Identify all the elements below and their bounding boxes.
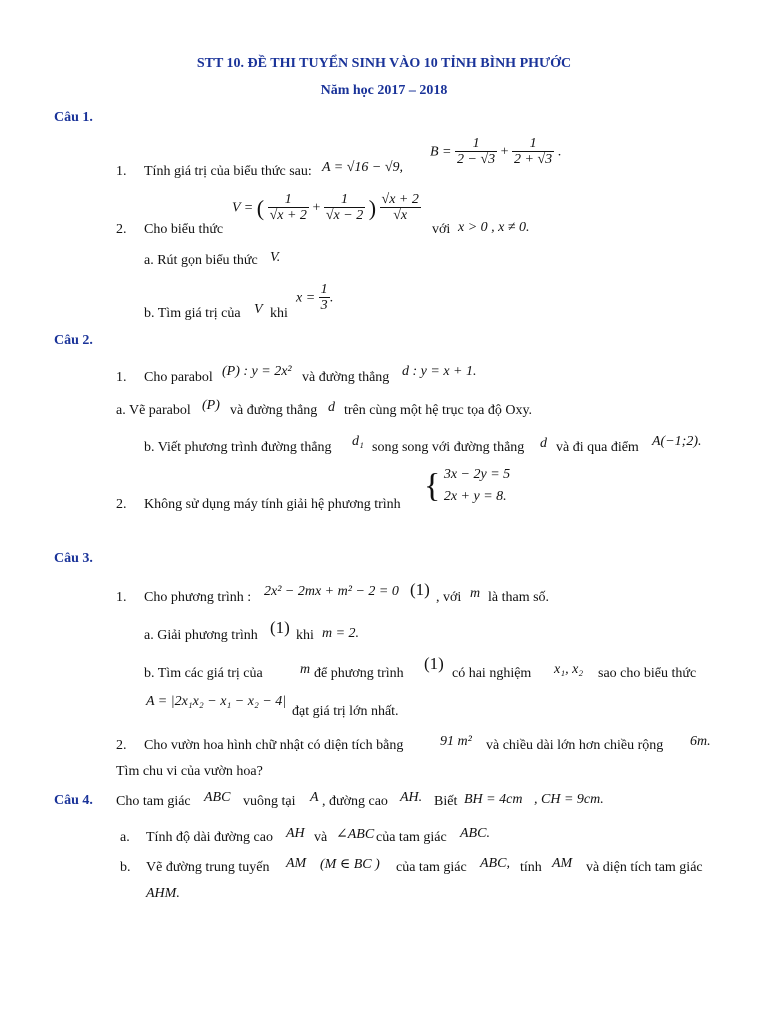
c2-qa-line: d [328,400,335,415]
c1-q1-b-end: . [557,144,562,160]
c2-q1-number: 1. [116,370,127,385]
c3-qb-mid2: có hai nghiệm [452,666,532,681]
c2-q1-text: Cho parabol [144,370,213,385]
c1-q1-b-frac1-den: 2 − √3 [457,152,496,168]
c4-a: A [310,790,319,805]
c3-q2-area: 91 m² [440,734,472,749]
c2-qb-d1: d₁ [352,434,364,449]
c3-q2-mid: và chiều dài lớn hơn chiều rộng [486,738,664,753]
c3-qb-expression: A = |2x₁x₂ − x₁ − x₂ − 4| [146,694,287,709]
c2-q1-parabol: (P) : y = 2x² [222,364,292,379]
c1-q2-frac2-den: √x − 2 [325,208,364,224]
c1-q1-b-frac2-den: 2 + √3 [514,152,553,168]
c1-q2b-frac-den: 3 [320,298,328,314]
question-2-heading: Câu 2. [54,333,93,348]
c1-q1-expr-b [430,136,561,169]
c3-q2-text: Cho vườn hoa hình chữ nhật có diện tích bằng [144,738,404,753]
c2-qa-end: trên cùng một hệ trục tọa độ Oxy. [344,403,533,418]
c4-qb-abc: ABC, [480,856,510,871]
c2-qb-d: d [540,436,547,451]
c3-qb-roots: x₁, x₂ [554,662,584,677]
c4-cao: , đường cao [322,794,388,809]
document-subtitle: Năm học 2017 – 2018 [320,83,448,98]
c3-q1-text: Cho phương trình : [144,590,252,605]
c4-qa-number: a. [120,830,130,845]
c4-qa-va: và [314,830,328,845]
c2-qa-mid: và đường thẳng [230,403,318,418]
c3-qa-tag: (1) [270,618,290,637]
c1-q2b-var: V [254,302,263,317]
c3-q1-m: m [470,586,481,601]
c1-q2-frac3 [380,192,421,225]
c1-q1-b-frac2-num: 1 [512,136,554,152]
c3-qb-tag: (1) [424,654,444,673]
c3-qb-text: b. Tìm các giá trị của [144,666,263,681]
c1-q1-b-frac2 [512,136,554,169]
c4-qb-ahm: AHM. [146,886,180,901]
c3-qb-mid: để phương trình [314,666,404,681]
c1-q2b-x: x = [296,290,316,306]
c2-q2-number: 2. [116,497,127,512]
c3-q1-mid: , với [436,590,462,605]
c4-qa-text: Tính độ dài đường cao [146,830,273,845]
c4-qb-paren: (M ∈ BC ) [320,857,380,872]
c1-q2-expr-lhs: V = [232,200,254,216]
c4-qa-ah: AH [286,826,305,841]
c1-q2b-frac-num: 1 [320,282,328,297]
c4-qb-tinh: tính [520,860,542,875]
c3-q1-number: 1. [116,590,127,605]
question-4-heading: Câu 4. [54,793,93,808]
c4-qb-am: AM [286,856,307,871]
c3-q2-line2: Tìm chu vi của vườn hoa? [116,764,263,779]
c4-vuong: vuông tại [243,794,296,809]
c3-qa-text: a. Giải phương trình [144,628,258,643]
c4-qb-am2: AM [552,856,573,871]
c4-qb-cua: của tam giác [396,860,467,875]
c1-q2-frac1-den: √x + 2 [269,208,307,224]
c3-q1-end: là tham số. [488,590,550,605]
c1-q2-frac3-num: √x + 2 [381,192,419,207]
c1-q2a-text: a. Rút gọn biểu thức [144,253,258,268]
c1-q1-b-frac1 [455,136,497,169]
c2-q1-line: d : y = x + 1. [402,364,477,379]
c2-qa-parabol: (P) [202,398,220,413]
c4-qb-end: và diện tích tam giác [586,860,703,875]
c2-qb-point: A(−1;2). [652,434,702,449]
c1-q2-cond-text: với [432,222,451,237]
c1-q2-expression: V = ( $\frac{1}{√x + 2}$ + $\frac{1}{√x - 2}$ ) $\frac{√x + 2}{√x}$ [232,192,419,224]
c4-ah: AH. [400,790,423,805]
c3-qa-khi: khi [296,628,314,643]
c4-abc: ABC [204,790,231,805]
c2-q2-eq1: 3x − 2y = 5 [443,467,511,482]
c2-qb-mid: song song với đường thẳng [372,440,525,455]
c1-q1-b-lhs: B = [430,144,452,160]
c3-q1-equation: 2x² − 2mx + m² − 2 = 0 [264,584,399,599]
c3-q2-diff: 6m. [690,734,711,749]
c1-q1-expr-a: A = √16 − √9, [322,160,404,175]
c1-q2-condition: x > 0 , x ≠ 0. [458,220,530,235]
c3-q1-tag: (1) [410,580,430,599]
c1-q2b-khi: khi [270,306,288,321]
c2-q2-system [424,464,510,509]
c2-qb-text: b. Viết phương trình đường thẳng [144,440,332,455]
c1-q2-frac1: $\frac{1}{√x + 2}$ [269,192,307,224]
c1-q1-b-plus: + [500,144,509,160]
c3-qb-end: sao cho biểu thức [598,666,697,681]
c4-biet: Biết [434,794,458,809]
c3-qb-end2: đạt giá trị lớn nhất. [292,704,399,719]
c2-qb-end: và đi qua điểm [556,440,639,455]
c2-qa-text: a. Vẽ parabol [116,403,191,418]
c4-bh: BH = 4cm [464,792,523,807]
c3-q2-number: 2. [116,738,127,753]
c2-q2-text: Không sử dụng máy tính giải hệ phương trình [144,497,401,512]
c1-q2b-value: x = $\frac{1}{3}$ . [296,282,334,314]
c1-q1-b-frac1-num: 1 [455,136,497,152]
c1-q1-text: Tính giá trị của biểu thức sau: [144,164,312,179]
c2-q1-mid: và đường thẳng [302,370,390,385]
c4-qa-abc: ABC. [460,826,490,841]
c3-qa-m: m = 2. [322,626,360,641]
c1-q2-number: 2. [116,222,127,237]
c1-q2b-text: b. Tìm giá trị của [144,306,241,321]
c4-qb-number: b. [120,860,131,875]
c4-intro: Cho tam giác [116,794,191,809]
c4-qa-cua: của tam giác [376,830,447,845]
question-1-heading: Câu 1. [54,110,93,125]
c3-qb-m: m [300,662,311,677]
c4-ch: , CH = 9cm. [534,792,604,807]
system-brace: { [424,467,441,505]
c1-q2b-frac [319,282,330,315]
c1-q1-number: 1. [116,164,127,179]
c1-q2-frac2: $\frac{1}{√x - 2}$ [325,192,364,224]
c2-q2-eq2: 2x + y = 8. [443,489,507,505]
c1-q2-frac3-den: √x [393,208,408,224]
c1-q2a-var: V. [270,250,281,265]
document-title: STT 10. ĐỀ THI TUYỂN SINH VÀO 10 TỈNH BÌNH PHƯỚC [196,56,572,71]
question-3-heading: Câu 3. [54,551,93,566]
c1-q2-text: Cho biểu thức [144,222,224,237]
c4-qb-text: Vẽ đường trung tuyến [146,860,270,875]
c4-qa-angle: ∠ABC [336,827,375,842]
